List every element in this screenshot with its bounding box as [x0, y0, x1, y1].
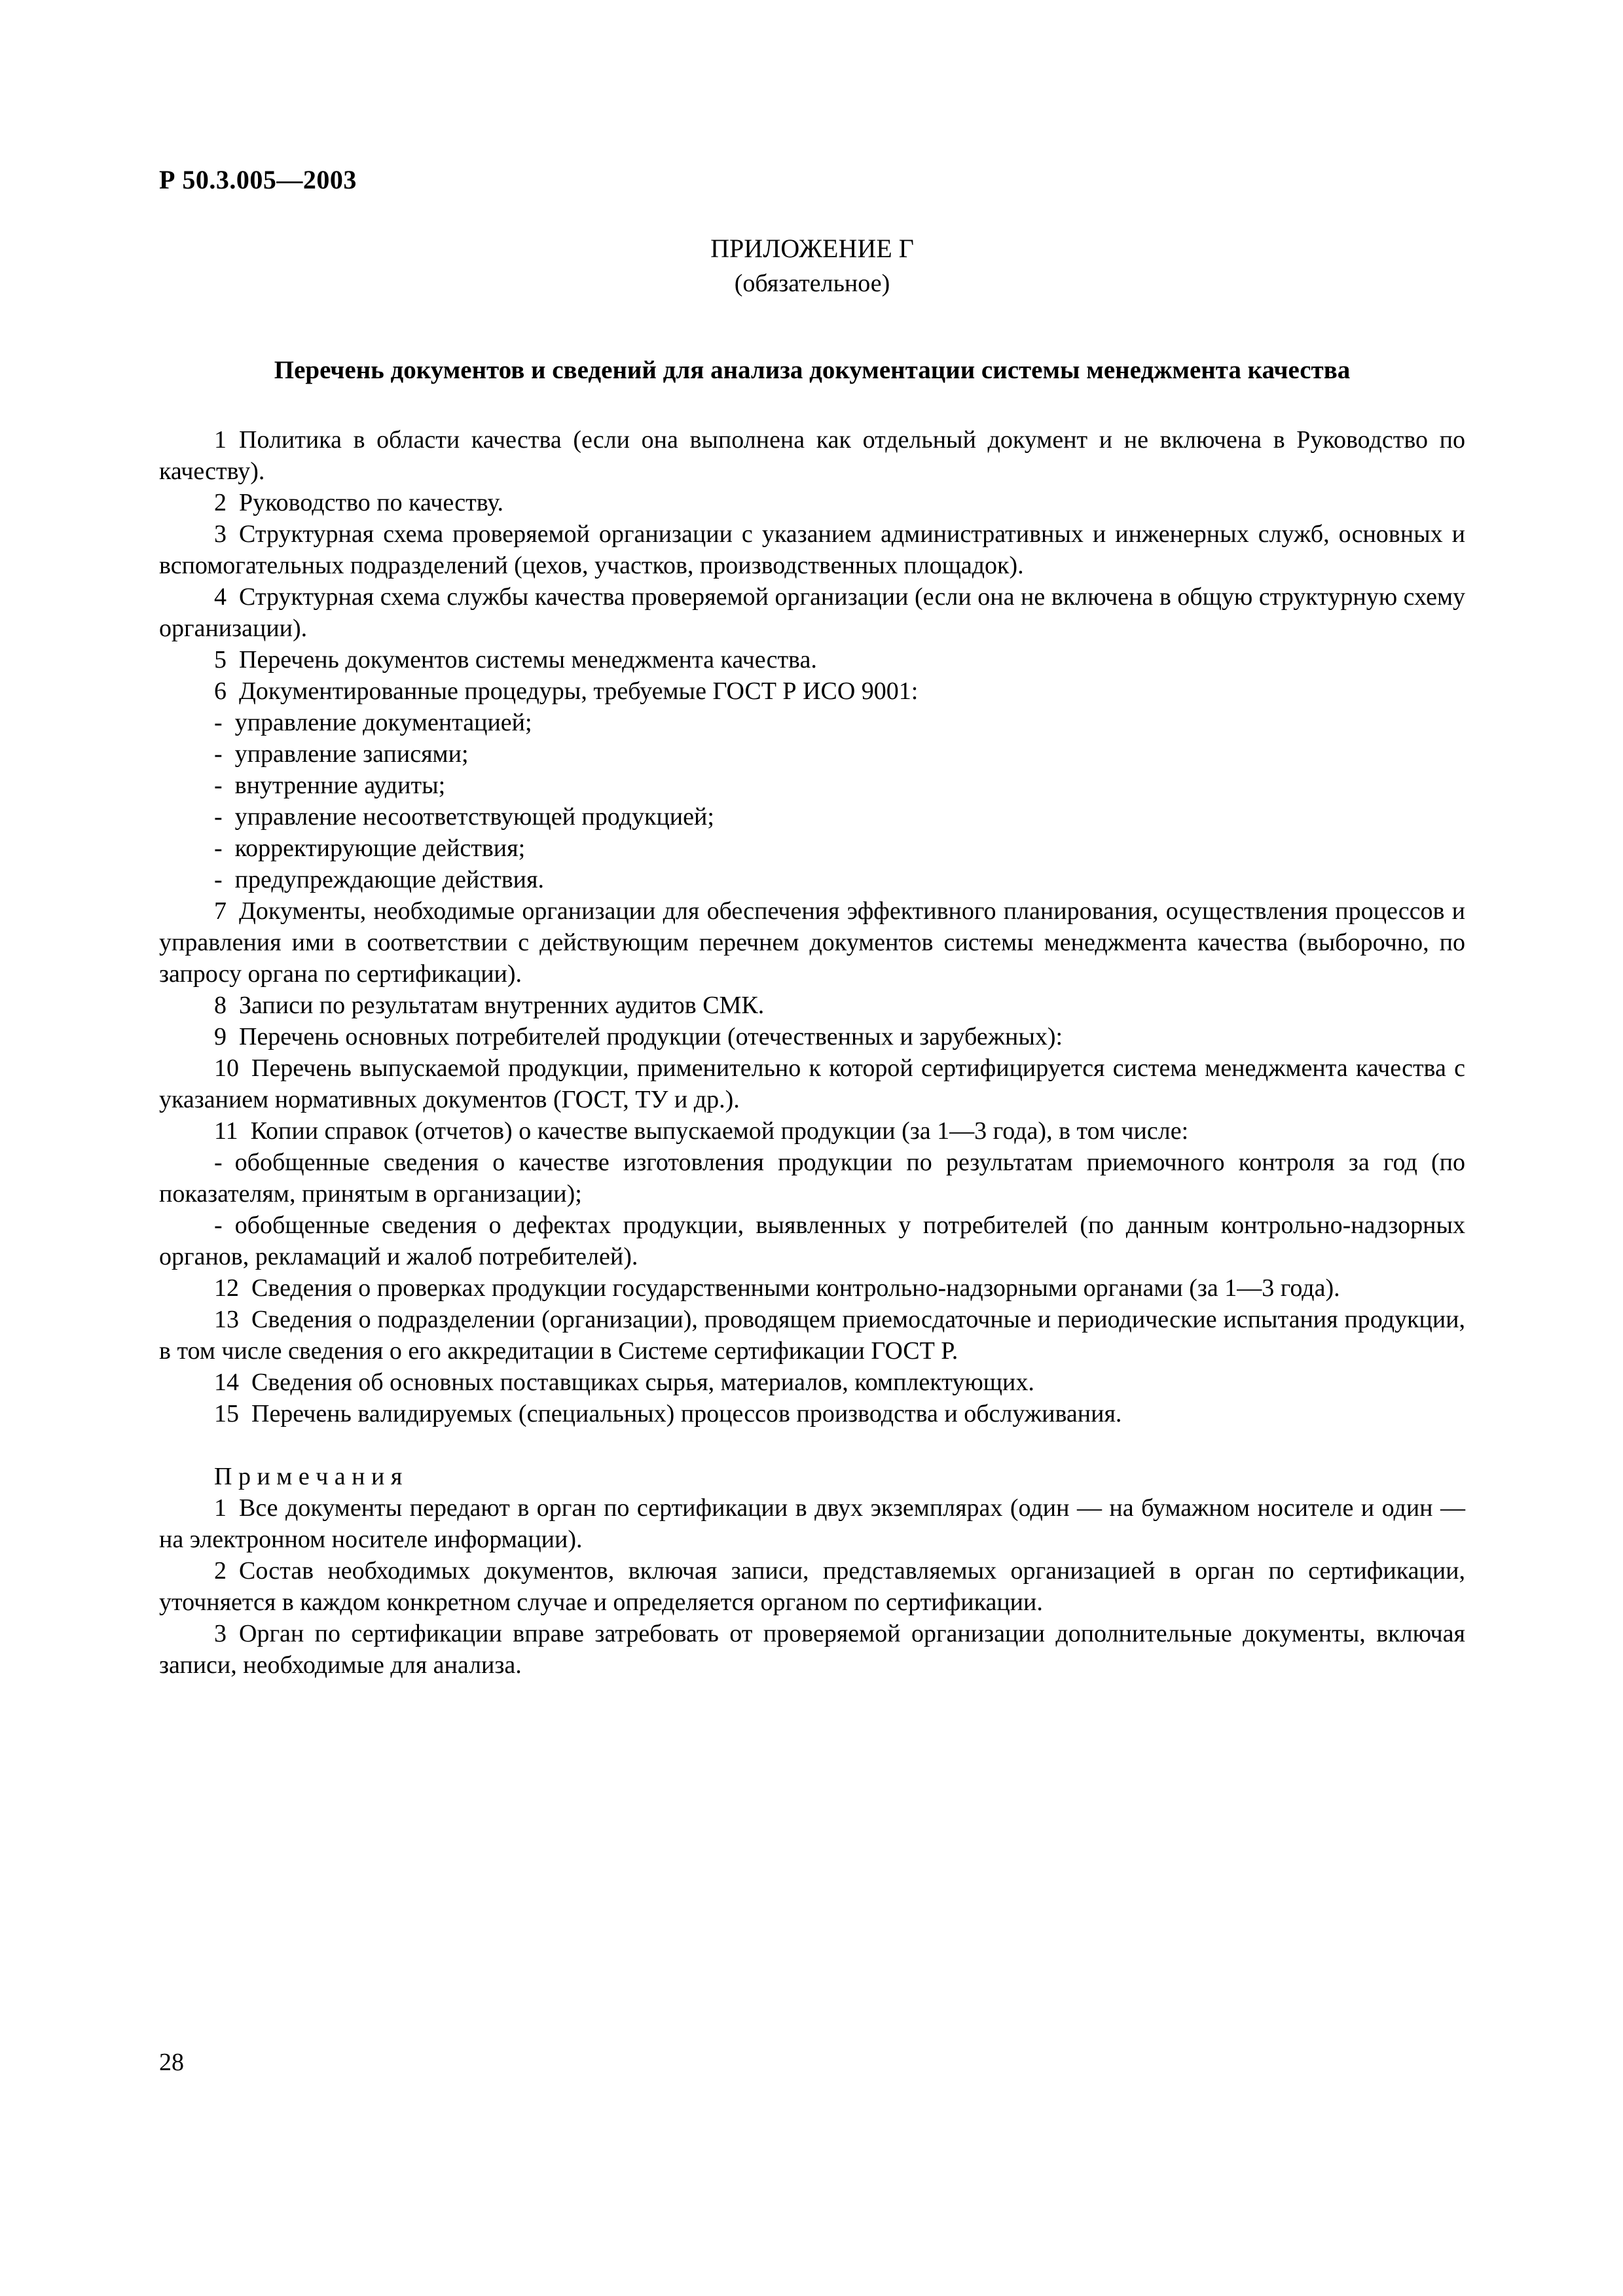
list-item: 9 Перечень основных потребителей продукции (отечественных и зарубежных): [214, 1023, 1063, 1050]
notes-section [159, 1461, 1465, 1681]
page-content [159, 165, 1465, 1681]
list-item: 10 Перечень выпускаемой продукции, применительно к которой сертифицируется система менеджмента качества с указанием нормативных документов (ГОСТ, ТУ и др.). [159, 1054, 1465, 1113]
list-item: 14 Сведения об основных поставщиках сырья, материалов, комплектующих. [214, 1369, 1034, 1396]
note-paragraph: 2 Состав необходимых документов, включая записи, представляемых организацией в орган по сертификации, уточняется в каждом конкретном случае и определяется органом по сертификации. [159, 1557, 1465, 1616]
dash-item: - обобщенные сведения о качестве изготовления продукции по результатам приемочного контроля за год (по показателям, принятым в организации); [159, 1149, 1465, 1208]
notes-title: П р и м е ч а н и я [214, 1463, 403, 1490]
list-item: 4 Структурная схема службы качества проверяемой организации (если она не включена в общую структурную схему организации). [159, 583, 1465, 642]
dash-item: - обобщенные сведения о дефектах продукции, выявленных у потребителей (по данным контрольно-надзорных органов, рекламаций и жалоб потребителей). [159, 1211, 1465, 1270]
section-heading: Перечень документов и сведений для анализа документации системы менеджмента качества [274, 356, 1351, 384]
list-item: 7 Документы, необходимые организации для обеспечения эффективного планирования, осуществления процессов и управления ими в соответствии с действующим перечнем документов системы менеджмента качества (выборочно, по запросу органа по сертификации). [159, 897, 1465, 988]
dash-item: - предупреждающие действия. [214, 866, 544, 893]
list-item: 13 Сведения о подразделении (организации), проводящем приемосдаточные и периодические испытания продукции, в том числе сведения о его аккредитации в Системе сертификации ГОСТ Р. [159, 1306, 1465, 1365]
dash-item: - управление документацией; [214, 709, 532, 736]
dash-item: - внутренние аудиты; [214, 772, 446, 799]
body-text [159, 424, 1465, 1429]
note-paragraph: 3 Орган по сертификации вправе затребовать от проверяемой организации дополнительные документы, включая записи, необходимые для анализа. [159, 1620, 1465, 1679]
list-item: 15 Перечень валидируемых (специальных) процессов производства и обслуживания. [214, 1400, 1122, 1427]
dash-item: - управление записями; [214, 740, 469, 768]
appendix-title: ПРИЛОЖЕНИЕ Г [710, 234, 914, 263]
doc-code: Р 50.3.005—2003 [159, 165, 357, 194]
list-item: 3 Структурная схема проверяемой организации с указанием административных и инженерных служб, основных и вспомогательных подразделений (цехов, участков, производственных площадок). [159, 520, 1465, 579]
list-item: 8 Записи по результатам внутренних аудитов СМК. [214, 992, 765, 1019]
appendix-subtitle: (обязательное) [734, 270, 890, 297]
page-number: 28 [159, 2049, 184, 2076]
dash-item: - корректирующие действия; [214, 834, 526, 862]
list-item: 5 Перечень документов системы менеджмента качества. [214, 646, 817, 673]
list-item: 6 Документированные процедуры, требуемые ГОСТ Р ИСО 9001: [214, 677, 919, 705]
note-paragraph: 1 Все документы передают в орган по сертификации в двух экземплярах (один — на бумажном носителе и один — на электронном носителе информации). [159, 1494, 1465, 1553]
list-item: 11 Копии справок (отчетов) о качестве выпускаемой продукции (за 1—3 года), в том числе: [214, 1117, 1189, 1145]
dash-item: - управление несоответствующей продукцией; [214, 803, 714, 831]
list-item: 1 Политика в области качества (если она выполнена как отдельный документ и не включена в Руководство по качеству). [159, 426, 1465, 485]
list-item: 2 Руководство по качеству. [214, 489, 504, 516]
list-item: 12 Сведения о проверках продукции государственными контрольно-надзорными органами (за 1—3 года). [214, 1274, 1340, 1302]
